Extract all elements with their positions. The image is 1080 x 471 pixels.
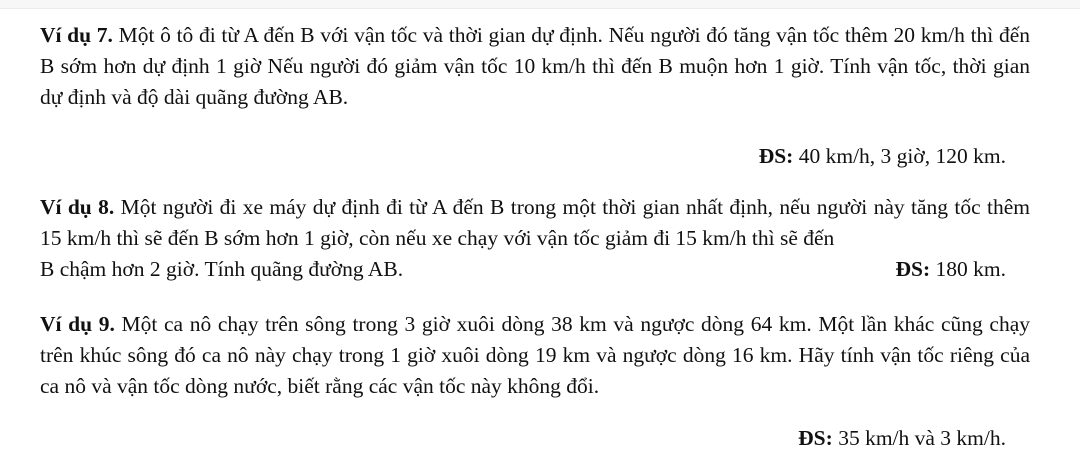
example-7 xyxy=(40,20,1030,113)
example-8-text-last-line: B chậm hơn 2 giờ. Tính quãng đường AB. xyxy=(40,257,404,281)
example-7-label: Ví dụ 7. xyxy=(40,23,113,47)
example-8-last-line xyxy=(40,254,1006,285)
example-9-answer xyxy=(40,423,1006,454)
example-8-answer-label: ĐS: xyxy=(895,257,931,281)
example-7-answer xyxy=(40,141,1006,172)
example-9-label: Ví dụ 9. xyxy=(40,312,115,336)
example-9-text: Một ca nô chạy trên sông trong 3 giờ xuôi dòng 38 km và ngược dòng 64 km. Một lần khác cũng chạy trên khúc sông đó ca nô này chạy trong 1 giờ xuôi dòng 19 km và ngược dòng 16 km. Hãy tính vận tốc riêng của ca nô và vận tốc dòng nước, biết rằng các vận tốc này không đổi. xyxy=(40,312,1030,398)
example-8-text: Một người đi xe máy dự định đi từ A đến B trong một thời gian nhất định, nếu người này tăng tốc thêm 15 km/h thì sẽ đến B sớm hơn 1 giờ, còn nếu xe chạy với vận tốc giảm đi 15 km/h thì sẽ đến xyxy=(40,195,1030,250)
example-8-answer-value: 180 km. xyxy=(935,257,1006,281)
example-8-answer xyxy=(895,254,1006,285)
example-9 xyxy=(40,309,1030,402)
example-9-answer-value: 35 km/h và 3 km/h. xyxy=(838,426,1006,450)
example-7-answer-value: 40 km/h, 3 giờ, 120 km. xyxy=(798,144,1006,168)
example-7-answer-label: ĐS: xyxy=(758,144,794,168)
example-8-label: Ví dụ 8. xyxy=(40,195,115,219)
example-7-text: Một ô tô đi từ A đến B với vận tốc và thời gian dự định. Nếu người đó tăng vận tốc thêm 20 km/h thì đến B sớm hơn dự định 1 giờ Nếu người đó giảm vận tốc 10 km/h thì đến B muộn hơn 1 giờ. Tính vận tốc, thời gian dự định và độ dài quãng đường AB. xyxy=(40,23,1031,109)
example-8 xyxy=(40,192,1030,254)
page-top-rule xyxy=(0,0,1080,9)
example-9-answer-label: ĐS: xyxy=(798,426,833,450)
